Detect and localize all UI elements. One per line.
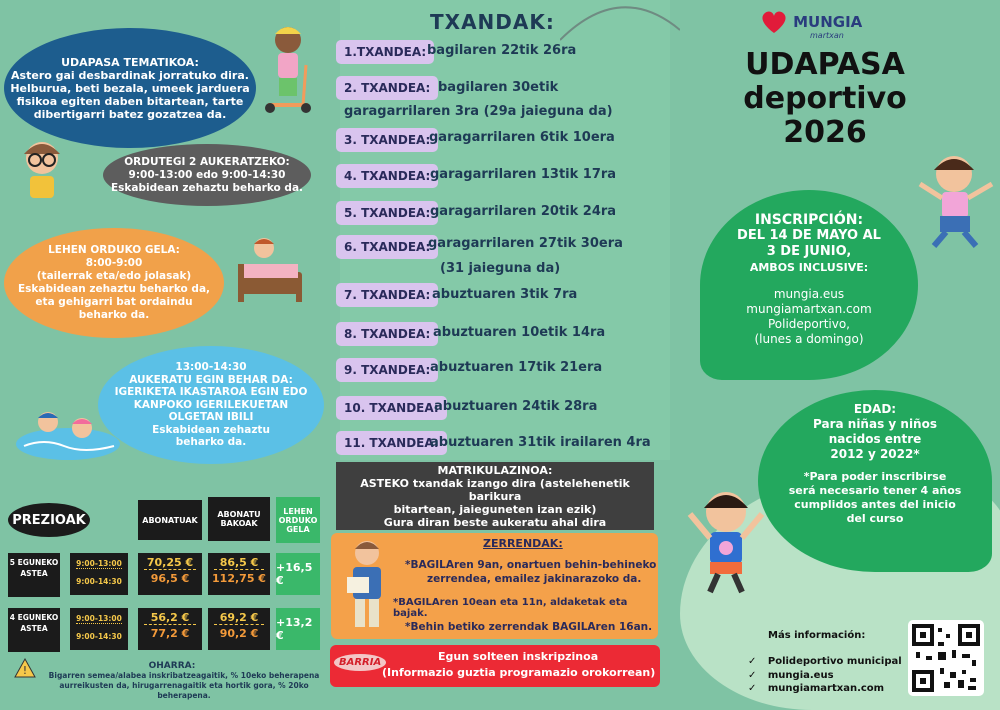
- inscripcion-bubble: [700, 190, 918, 380]
- hours-1: 9:00-13:00: [76, 559, 122, 568]
- brand-name: MUNGIA: [793, 13, 863, 31]
- matrikulazinoa-line: bitartean, jaieguneten izan ezik): [393, 502, 597, 516]
- turn-11-label: 11. TXANDEA:: [336, 431, 447, 455]
- info-item-text: mungia.eus: [767, 670, 834, 681]
- bubble-line: OLGETAN IBILI: [168, 411, 254, 424]
- svg-text:!: !: [22, 664, 28, 677]
- price-13: 86,5 €: [214, 556, 264, 570]
- bubble-line: Astero gai desbardinak jorratuko dira.: [11, 68, 249, 82]
- barria-box: [330, 645, 660, 687]
- aukeratu-bubble: [98, 346, 324, 464]
- inscripcion-line: DEL 14 DE MAYO AL: [737, 228, 881, 243]
- bubble-line: dibertigarri batez gozatzea da.: [33, 107, 227, 121]
- edad-line: será necesario tener 4 años: [788, 484, 962, 497]
- row-4-egun-label: 4 EGUNEKO ASTEA: [8, 608, 60, 652]
- turn-6-date: garagarrilaren 27tik 30era: [428, 236, 623, 251]
- matrikulazinoa-line: Gura diran beste aukeratu ahal dira: [383, 515, 607, 529]
- price-13: 69,2 €: [214, 611, 264, 625]
- barria-tag: BARRIA: [334, 654, 386, 671]
- bubble-line: fisikoa egiten daben bitartean, tarte: [16, 94, 244, 108]
- matrikulazinoa-title: MATRIKULAZINOA:: [437, 463, 553, 477]
- row-5-egun-hours: [70, 553, 128, 595]
- oharra-title: OHARRA:: [148, 661, 196, 671]
- row-4-egun-bakoak: [208, 608, 270, 650]
- bubble-line: eta gehigarri bat ordaindu: [35, 296, 193, 308]
- inscripcion-line: mungia.eus: [773, 287, 845, 301]
- inscripcion-line: Polideportivo,: [767, 317, 850, 331]
- turn-10-date: abuztuaren 24tik 28ra: [434, 399, 598, 414]
- mungia-logo: [760, 9, 863, 40]
- row-5-egun-extra: +16,5 €: [276, 553, 320, 595]
- edad-line: cumplidos antes del inicio: [794, 498, 956, 511]
- bubble-line: UDAPASA TEMATIKOA:: [61, 55, 199, 69]
- bubble-line: AUKERATU EGIN BEHAR DA:: [129, 373, 293, 386]
- info-item-polideportivo: [748, 656, 902, 667]
- inscripcion-line: mungiamartxan.com: [746, 302, 872, 316]
- turn-6-date-continued: (31 jaieguna da): [440, 261, 561, 276]
- turn-2-date-continued: garagarrilaren 3ra (29a jaieguna da): [344, 104, 613, 119]
- zerrendak-line: zerrendea, emailez jakinarazoko da.: [427, 573, 642, 585]
- edad-line: *Para poder inscribirse: [803, 470, 947, 483]
- bubble-line: 8:00-9:00: [85, 257, 143, 269]
- girl-jumping-illustration: [912, 146, 998, 250]
- price-13: 56,2 €: [144, 611, 196, 625]
- hours-2: 9:00-14:30: [76, 577, 122, 586]
- info-item-mungia-eus: [748, 670, 834, 681]
- edad-line: 2012 y 2022*: [830, 447, 920, 461]
- zerrendak-line: *Behin betiko zerrendak BAGILAren 16an.: [405, 621, 653, 633]
- row-5-egun-label: 5 EGUNEKO ASTEA: [8, 553, 60, 597]
- boy-cheering-illustration: [684, 478, 768, 596]
- bubble-line: Eskabidean zehaztu: [152, 423, 270, 436]
- mas-informacion-title: Más información:: [768, 630, 866, 641]
- turn-9-label: 9. TXANDEA:: [336, 358, 438, 382]
- turn-1-date: bagilaren 22tik 26ra: [427, 43, 577, 58]
- row-5-egun-abonatuak: [138, 553, 202, 595]
- turn-2-label: 2. TXANDEA:: [336, 76, 438, 100]
- price-1430: 77,2 €: [150, 627, 190, 640]
- kids-swimming-illustration: [14, 392, 122, 464]
- bubble-line: beharko da.: [78, 309, 150, 321]
- info-item-mungiamartxan: [748, 683, 884, 694]
- turn-4-date: garagarrilaren 13tik 17ra: [430, 167, 617, 182]
- col-abonatuak: ABONATUAK: [138, 500, 202, 540]
- inscripcion-title: INSCRIPCIÓN:: [754, 212, 864, 228]
- kid-reading-illustration: [339, 537, 395, 633]
- turn-8-label: 8. TXANDEA:: [336, 322, 438, 346]
- turn-7-label: 7. TXANDEA:: [336, 283, 438, 307]
- price-13: 70,25 €: [144, 556, 196, 570]
- turn-3-date: garagarrilaren 6tik 10era: [429, 130, 615, 145]
- hours-2: 9:00-14:30: [76, 632, 122, 641]
- bubble-line: KANPOKO IGERILEKUETAN: [133, 398, 289, 411]
- oharra-text: Bigarren semea/alabea inskribatzeagaitik, % 10eko beherapena aurreikusten da, hirugarrenagaitik eta hortik gora, % 20ko beherapena.: [48, 671, 320, 700]
- bubble-line: Eskabidean zehaztu beharko da,: [17, 283, 211, 295]
- row-5-egun-bakoak: [208, 553, 270, 595]
- edad-line: nacidos entre: [828, 432, 922, 446]
- info-item-text: mungiamartxan.com: [767, 683, 885, 694]
- page-title: [740, 48, 910, 150]
- ordutegi-bubble: [103, 144, 311, 206]
- oharra-note: [14, 661, 330, 701]
- hours-1: 9:00-13:00: [76, 614, 122, 623]
- bubble-line: IGERIKETA IKASTAROA EGIN EDO: [114, 386, 308, 399]
- lehen-orduko-gela-bubble: [4, 228, 224, 338]
- turn-5-label: 5. TXANDEA:: [336, 201, 438, 225]
- inscripcion-line: 3 DE JUNIO,: [766, 244, 852, 259]
- turn-1-label: 1.TXANDEA:: [336, 40, 434, 64]
- price-1430: 90,2 €: [219, 627, 259, 640]
- row-4-egun-extra: +13,2 €: [276, 608, 320, 650]
- kid-bed-illustration: [234, 234, 306, 308]
- info-item-text: Polideportivo municipal: [767, 656, 902, 667]
- row-4-egun-abonatuak: [138, 608, 202, 650]
- zerrendak-title: ZERRENDAK:: [483, 537, 563, 550]
- inscripcion-line: AMBOS INCLUSIVE:: [749, 261, 869, 274]
- qr-code-icon: [908, 620, 984, 696]
- barria-line: Egun solteen inskripzinoa: [438, 650, 599, 663]
- bubble-line: LEHEN ORDUKO GELA:: [48, 244, 180, 256]
- col-abonatu-bakoak: ABONATU BAKOAK: [208, 497, 270, 541]
- zerrendak-line: *BAGILAren 9an, onartuen behin-behineko: [405, 559, 657, 571]
- turn-7-date: abuztuaren 3tik 7ra: [432, 287, 578, 302]
- qr-code[interactable]: [908, 620, 984, 696]
- check-icon: ✓: [748, 670, 757, 681]
- edad-line: del curso: [846, 512, 904, 525]
- edad-title: EDAD:: [853, 402, 897, 416]
- zerrendak-box: [331, 533, 658, 639]
- barria-line: (Informazio guztia programazio orokorrean): [382, 666, 656, 679]
- check-icon: ✓: [748, 683, 757, 694]
- mungia-heart-icon: [760, 9, 788, 35]
- bubble-line: 9:00-13:00 edo 9:00-14:30: [128, 168, 286, 181]
- matrikulazinoa-line: ASTEKO txandak izango dira (astelehenetik barikura: [360, 476, 630, 503]
- turn-11-date: abuztuaren 31tik irailaren 4ra: [430, 435, 651, 450]
- col-lehen-orduko-gela: LEHEN ORDUKO GELA: [276, 497, 320, 543]
- price-1430: 112,75 €: [212, 572, 266, 585]
- edad-line: Para niñas y niños: [813, 417, 937, 431]
- bubble-line: 13:00-14:30: [175, 361, 247, 374]
- turn-6-label: 6. TXANDEA:: [336, 235, 438, 259]
- decorative-stripe: [340, 0, 670, 460]
- turn-2-date: bagilaren 30etik: [438, 80, 559, 95]
- turn-4-label: 4. TXANDEA:: [336, 164, 438, 188]
- turn-5-date: garagarrilaren 20tik 24ra: [430, 204, 617, 219]
- inscripcion-line: (lunes a domingo): [754, 332, 864, 346]
- bubble-line: Helburua, beti bezala, umeek jarduera: [10, 81, 250, 95]
- turn-8-date: abuztuaren 10etik 14ra: [433, 325, 606, 340]
- kid-glasses-illustration: [12, 136, 72, 202]
- kid-scooter-illustration: [258, 20, 318, 115]
- bubble-line: Eskabidean zehaztu beharko da.: [110, 181, 304, 194]
- bubble-line: ORDUTEGI 2 AUKERATZEKO:: [124, 155, 290, 168]
- turn-9-date: abuztuaren 17tik 21era: [430, 360, 603, 375]
- decorative-curve: [560, 0, 680, 60]
- matrikulazinoa-box: [336, 462, 654, 530]
- title-line: 2026: [783, 115, 867, 150]
- title-line: UDAPASA: [745, 47, 905, 82]
- bubble-line: (tailerrak eta/edo jolasak): [36, 270, 192, 282]
- bubble-line: beharko da.: [175, 436, 247, 449]
- edad-bubble: [758, 390, 992, 572]
- row-4-egun-hours: [70, 608, 128, 650]
- title-line: deportivo: [743, 81, 907, 116]
- zerrendak-line: *BAGILAren 10ean eta 11n, aldaketak eta bajak.: [393, 597, 628, 619]
- txandak-title: TXANDAK:: [430, 10, 555, 34]
- price-1430: 96,5 €: [150, 572, 190, 585]
- brand-sub: martxan: [810, 31, 844, 40]
- turn-3-label: 3. TXANDEA:: [336, 128, 438, 152]
- check-icon: ✓: [748, 656, 757, 667]
- turn-10-label: 10. TXANDEA:: [336, 396, 447, 420]
- prezioak-title: PREZIOAK: [8, 503, 90, 537]
- udapasa-tematikoa-bubble: [4, 28, 256, 148]
